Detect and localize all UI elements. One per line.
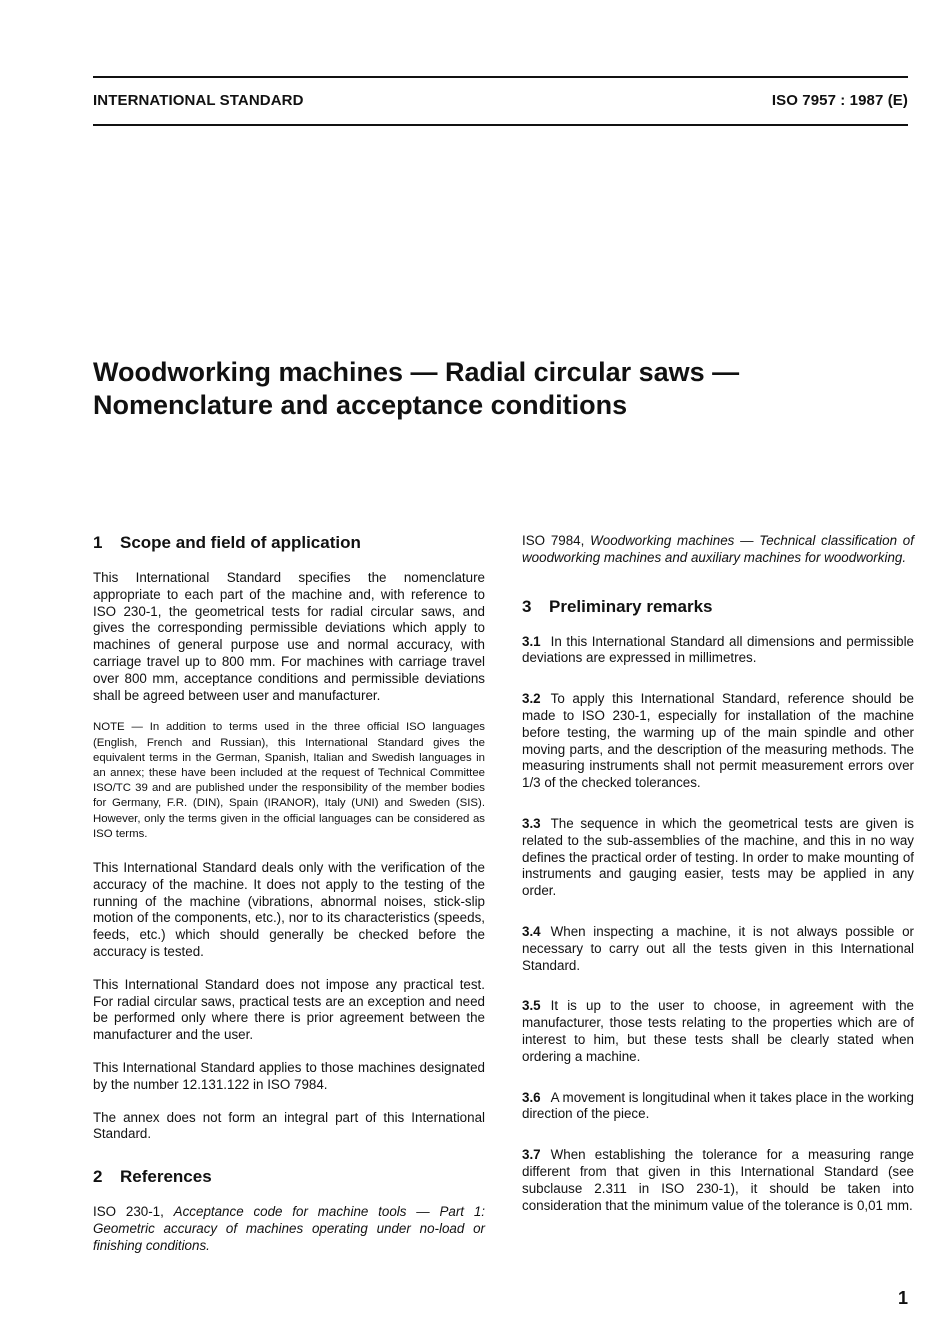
clause-3-3-number: 3.3: [522, 815, 541, 831]
header-bottom-rule: [93, 124, 908, 126]
clause-3-2-number: 3.2: [522, 691, 541, 707]
clause-3-4-text: When inspecting a machine, it is not always possible or necessary to carry out all the tests given in this International Standard.: [522, 923, 914, 973]
section-2-title: References: [120, 1167, 212, 1187]
clause-3-2: [522, 691, 914, 792]
reference-iso-230-1: [93, 1204, 485, 1254]
clause-3-4-number: 3.4: [522, 923, 541, 939]
left-column: [93, 533, 485, 1271]
document-type-label: INTERNATIONAL STANDARD: [93, 92, 304, 109]
reference-1-code: ISO 230-1,: [93, 1204, 164, 1220]
clause-3-5: [522, 998, 914, 1065]
clause-3-6-number: 3.6: [522, 1089, 541, 1105]
clause-3-7-number: 3.7: [522, 1147, 541, 1163]
section-1-number: 1: [93, 533, 103, 552]
clause-3-7-text: When establishing the tolerance for a measuring range different from that given in this International Standard (see subclause 2.311 in ISO 230-1), it should be taken into consideration that the minimum value of the tolerance is 0,01 mm.: [522, 1147, 914, 1213]
section-3-heading: [522, 597, 914, 617]
header-top-rule: [93, 76, 908, 78]
page-number: 1: [897, 1288, 908, 1308]
section-2-heading: [93, 1167, 485, 1187]
clause-3-6-text: A movement is longitudinal when it takes place in the working direction of the piece.: [522, 1089, 914, 1122]
section-1-paragraph-4: This International Standard applies to those machines designated by the number 12.131.122 in ISO 7984.: [93, 1059, 485, 1092]
section-3-title: Preliminary remarks: [549, 596, 713, 616]
right-column: [522, 533, 914, 1230]
section-3-number: 3: [522, 596, 532, 616]
section-1-paragraph-5: The annex does not form an integral part of this International Standard.: [93, 1109, 485, 1142]
clause-3-6: [522, 1090, 914, 1124]
clause-3-7: [522, 1147, 914, 1214]
standard-number-label: ISO 7957 : 1987 (E): [771, 92, 908, 109]
title-line-1: Woodworking machines — Radial circular saws —: [93, 357, 740, 387]
section-1-paragraph-2: This International Standard deals only with the verification of the accuracy of the machine. It does not apply to the testing of the running of the machine (vibrations, abnormal noises, stick-slip motion of the components, etc.), nor to its characteristics (speeds, feeds, etc.) which should generally be checked before the accuracy is tested.: [93, 860, 485, 959]
clause-3-3: [522, 816, 914, 900]
section-1-heading: [93, 533, 485, 553]
section-2-number: 2: [93, 1167, 103, 1187]
section-1-paragraph-3: This International Standard does not impose any practical test. For radial circular saws, practical tests are an exception and need be performed only where there is prior agreement between the manufacturer and the user.: [93, 976, 485, 1043]
section-1-title: Scope and field of application: [120, 533, 361, 552]
title-line-2: Nomenclature and acceptance conditions: [93, 390, 628, 420]
reference-2-code: ISO 7984,: [522, 533, 585, 548]
clause-3-1-number: 3.1: [522, 633, 541, 649]
clause-3-5-number: 3.5: [522, 998, 541, 1014]
clause-3-4: [522, 924, 914, 974]
clause-3-1-text: In this International Standard all dimensions and permissible deviations are expressed in millimetres.: [522, 633, 914, 666]
reference-iso-7984: [522, 533, 914, 567]
clause-3-5-text: It is up to the user to choose, in agreement with the manufacturer, those tests relating to the properties which are of interest to him, but these tests shall be clearly stated when ordering a machine.: [522, 998, 914, 1064]
document-title: [93, 356, 908, 422]
clause-3-2-text: To apply this International Standard, reference should be made to ISO 230-1, especially for installation of the machine before testing, the warming up of the main spindle and other moving parts, and the description of the measuring methods. The measuring instruments shall not permit measurement errors over 1/3 of the checked tolerances.: [522, 691, 914, 791]
clause-3-3-text: The sequence in which the geometrical tests are given is related to the sub-assemblies of the machine, and this in no way defines the practical order of testing. In order to make mounting of instruments and gauging easier, tests may be applied in any order.: [522, 815, 914, 899]
clause-3-1: [522, 634, 914, 668]
section-1-note: NOTE — In addition to terms used in the three official ISO languages (English, French and Russian), this International Standard gives the equivalent terms in the German, Spanish, Italian and Swedish languages in an annex; these have been included at the request of Technical Committee ISO/TC 39 and are published under the responsibility of the member bodies for Germany, F.R. (DIN), Spain (IRANOR), Italy (UNI) and Sweden (SIS). However, only the terms given in the official languages can be considered as ISO terms.: [93, 721, 485, 840]
section-1-paragraph-1: This International Standard specifies the nomenclature appropriate to each part of the machine and, with reference to ISO 230-1, the geometrical tests for radial circular saws, and gives the corresponding permissible deviations which apply to machines of general purpose use and normal accuracy, with carriage travel up to 800 mm. For machines with carriage travel over 800 mm, acceptance conditions and permissible deviations shall be agreed between user and manufacturer.: [93, 570, 485, 703]
reference-2-title: Woodworking machines — Technical classification of woodworking machines and auxiliary machines for woodworking.: [522, 533, 914, 565]
reference-1-title: Acceptance code for machine tools — Part 1: Geometric accuracy of machines operating under no-load or finishing conditions.: [93, 1204, 485, 1253]
